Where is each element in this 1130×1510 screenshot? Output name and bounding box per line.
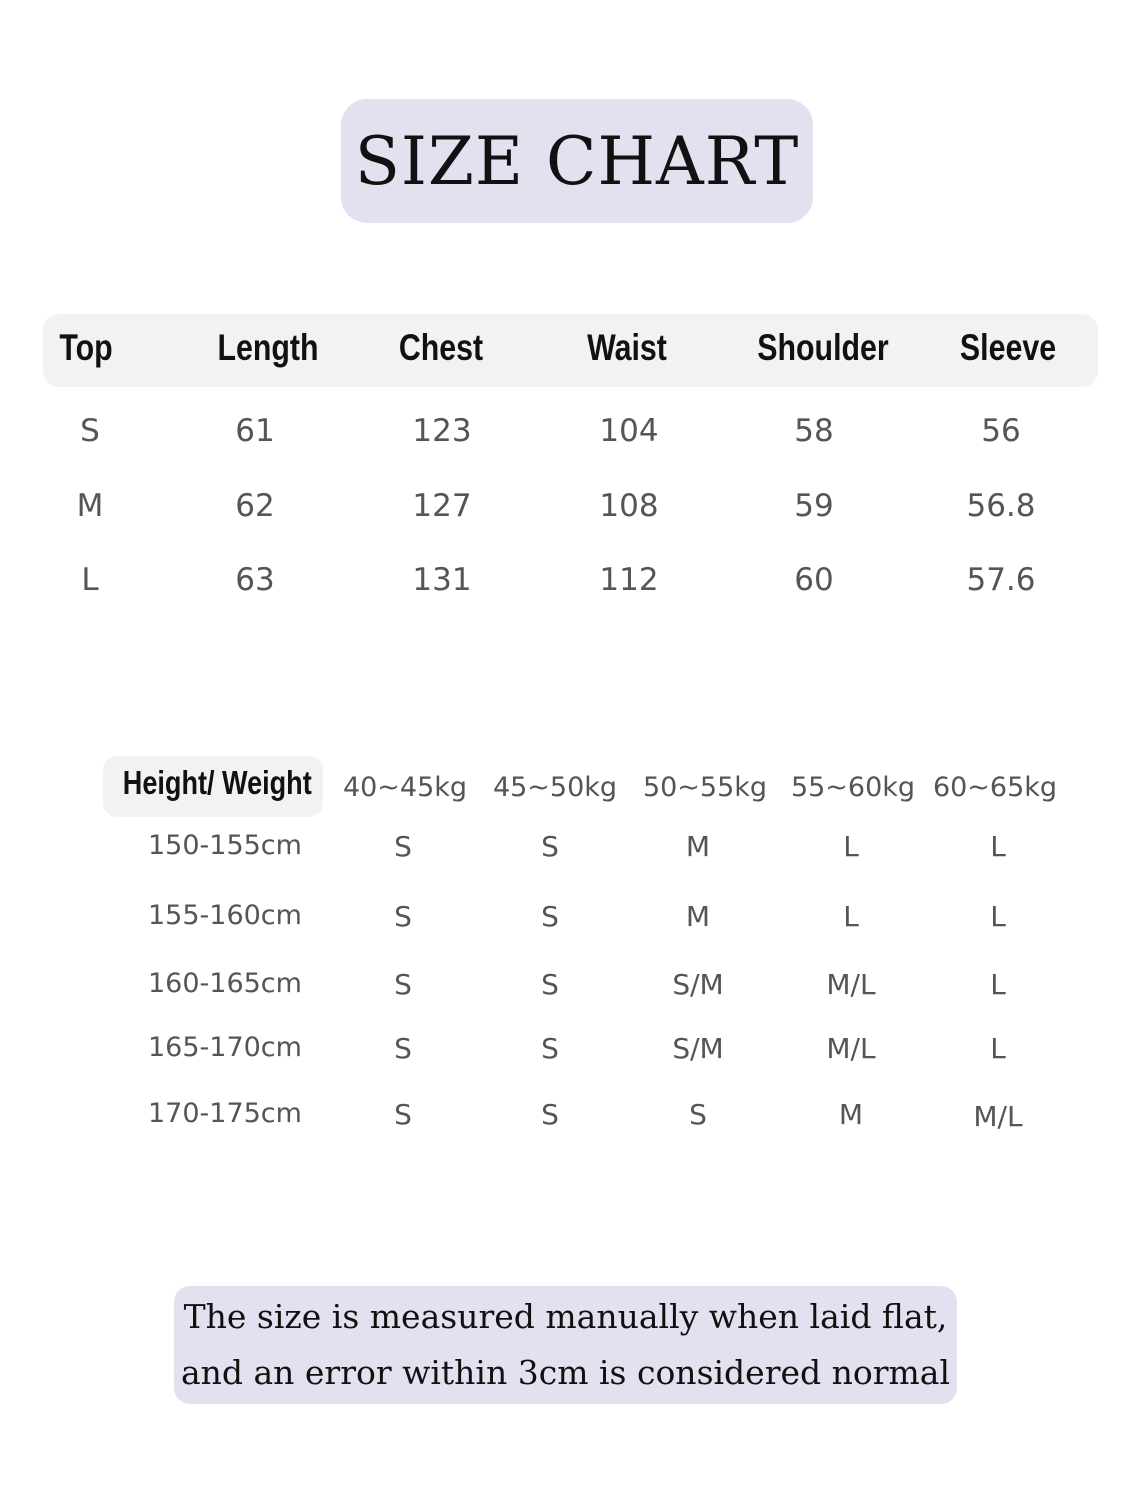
size-recommendation: M (838, 1098, 864, 1131)
shoulder-cell: 58 (794, 413, 834, 449)
shoulder-cell: 60 (794, 562, 834, 598)
size-recommendation: S (541, 900, 559, 933)
header-length: Length (217, 327, 319, 368)
header-chest: Chest (398, 327, 484, 368)
measurement-note-line-2: and an error within 3cm is considered normal (180, 1353, 951, 1392)
height-cell: 160-165cm (148, 968, 302, 999)
measurement-note-line-1: The size is measured manually when laid flat, (183, 1297, 948, 1336)
header-sleeve: Sleeve (959, 327, 1057, 368)
size-recommendation: S (541, 1098, 559, 1131)
weight-header: 45~50kg (492, 772, 618, 803)
weight-header: 55~60kg (790, 772, 916, 803)
height-cell: 150-155cm (148, 830, 302, 861)
chest-cell: 131 (412, 562, 472, 598)
size-recommendation: L (843, 830, 859, 863)
size-recommendation: S (394, 900, 412, 933)
header-shoulder: Shoulder (757, 327, 889, 368)
size-recommendation: M/L (973, 1100, 1023, 1133)
size-recommendation: S/M (672, 1032, 724, 1065)
size-cell: L (81, 562, 99, 598)
size-recommendation: S (689, 1098, 707, 1131)
height-weight-label: Height/ Weight (122, 764, 312, 801)
header-waist: Waist (587, 327, 667, 368)
weight-header: 40~45kg (342, 772, 468, 803)
waist-cell: 104 (599, 413, 659, 449)
chest-cell: 127 (412, 488, 472, 524)
height-cell: 170-175cm (148, 1098, 302, 1129)
size-recommendation: M/L (826, 968, 876, 1001)
size-cell: S (80, 413, 100, 449)
size-cell: M (76, 488, 104, 524)
size-recommendation: L (990, 900, 1006, 933)
size-recommendation: L (990, 830, 1006, 863)
size-recommendation: L (990, 1032, 1006, 1065)
length-cell: 62 (235, 488, 275, 524)
sleeve-cell: 56.8 (966, 488, 1036, 524)
size-recommendation: L (990, 968, 1006, 1001)
size-recommendation: M/L (826, 1032, 876, 1065)
size-recommendation: S (394, 968, 412, 1001)
page-title: SIZE CHART (354, 122, 800, 200)
height-cell: 155-160cm (148, 900, 302, 931)
chest-cell: 123 (412, 413, 472, 449)
size-recommendation: S (394, 1032, 412, 1065)
waist-cell: 108 (599, 488, 659, 524)
size-recommendation: S (394, 1098, 412, 1131)
size-recommendation: L (843, 900, 859, 933)
header-top: Top (59, 327, 113, 368)
size-recommendation: S/M (672, 968, 724, 1001)
size-recommendation: M (685, 900, 711, 933)
size-recommendation: S (541, 1032, 559, 1065)
weight-header: 50~55kg (642, 772, 768, 803)
size-recommendation: M (685, 830, 711, 863)
size-recommendation: S (394, 830, 412, 863)
sleeve-cell: 56 (981, 413, 1021, 449)
shoulder-cell: 59 (794, 488, 834, 524)
sleeve-cell: 57.6 (966, 562, 1036, 598)
size-recommendation: S (541, 968, 559, 1001)
length-cell: 61 (235, 413, 275, 449)
length-cell: 63 (235, 562, 275, 598)
title-banner (341, 99, 813, 223)
weight-header: 60~65kg (932, 772, 1058, 803)
waist-cell: 112 (599, 562, 659, 598)
size-recommendation: S (541, 830, 559, 863)
height-cell: 165-170cm (148, 1032, 302, 1063)
